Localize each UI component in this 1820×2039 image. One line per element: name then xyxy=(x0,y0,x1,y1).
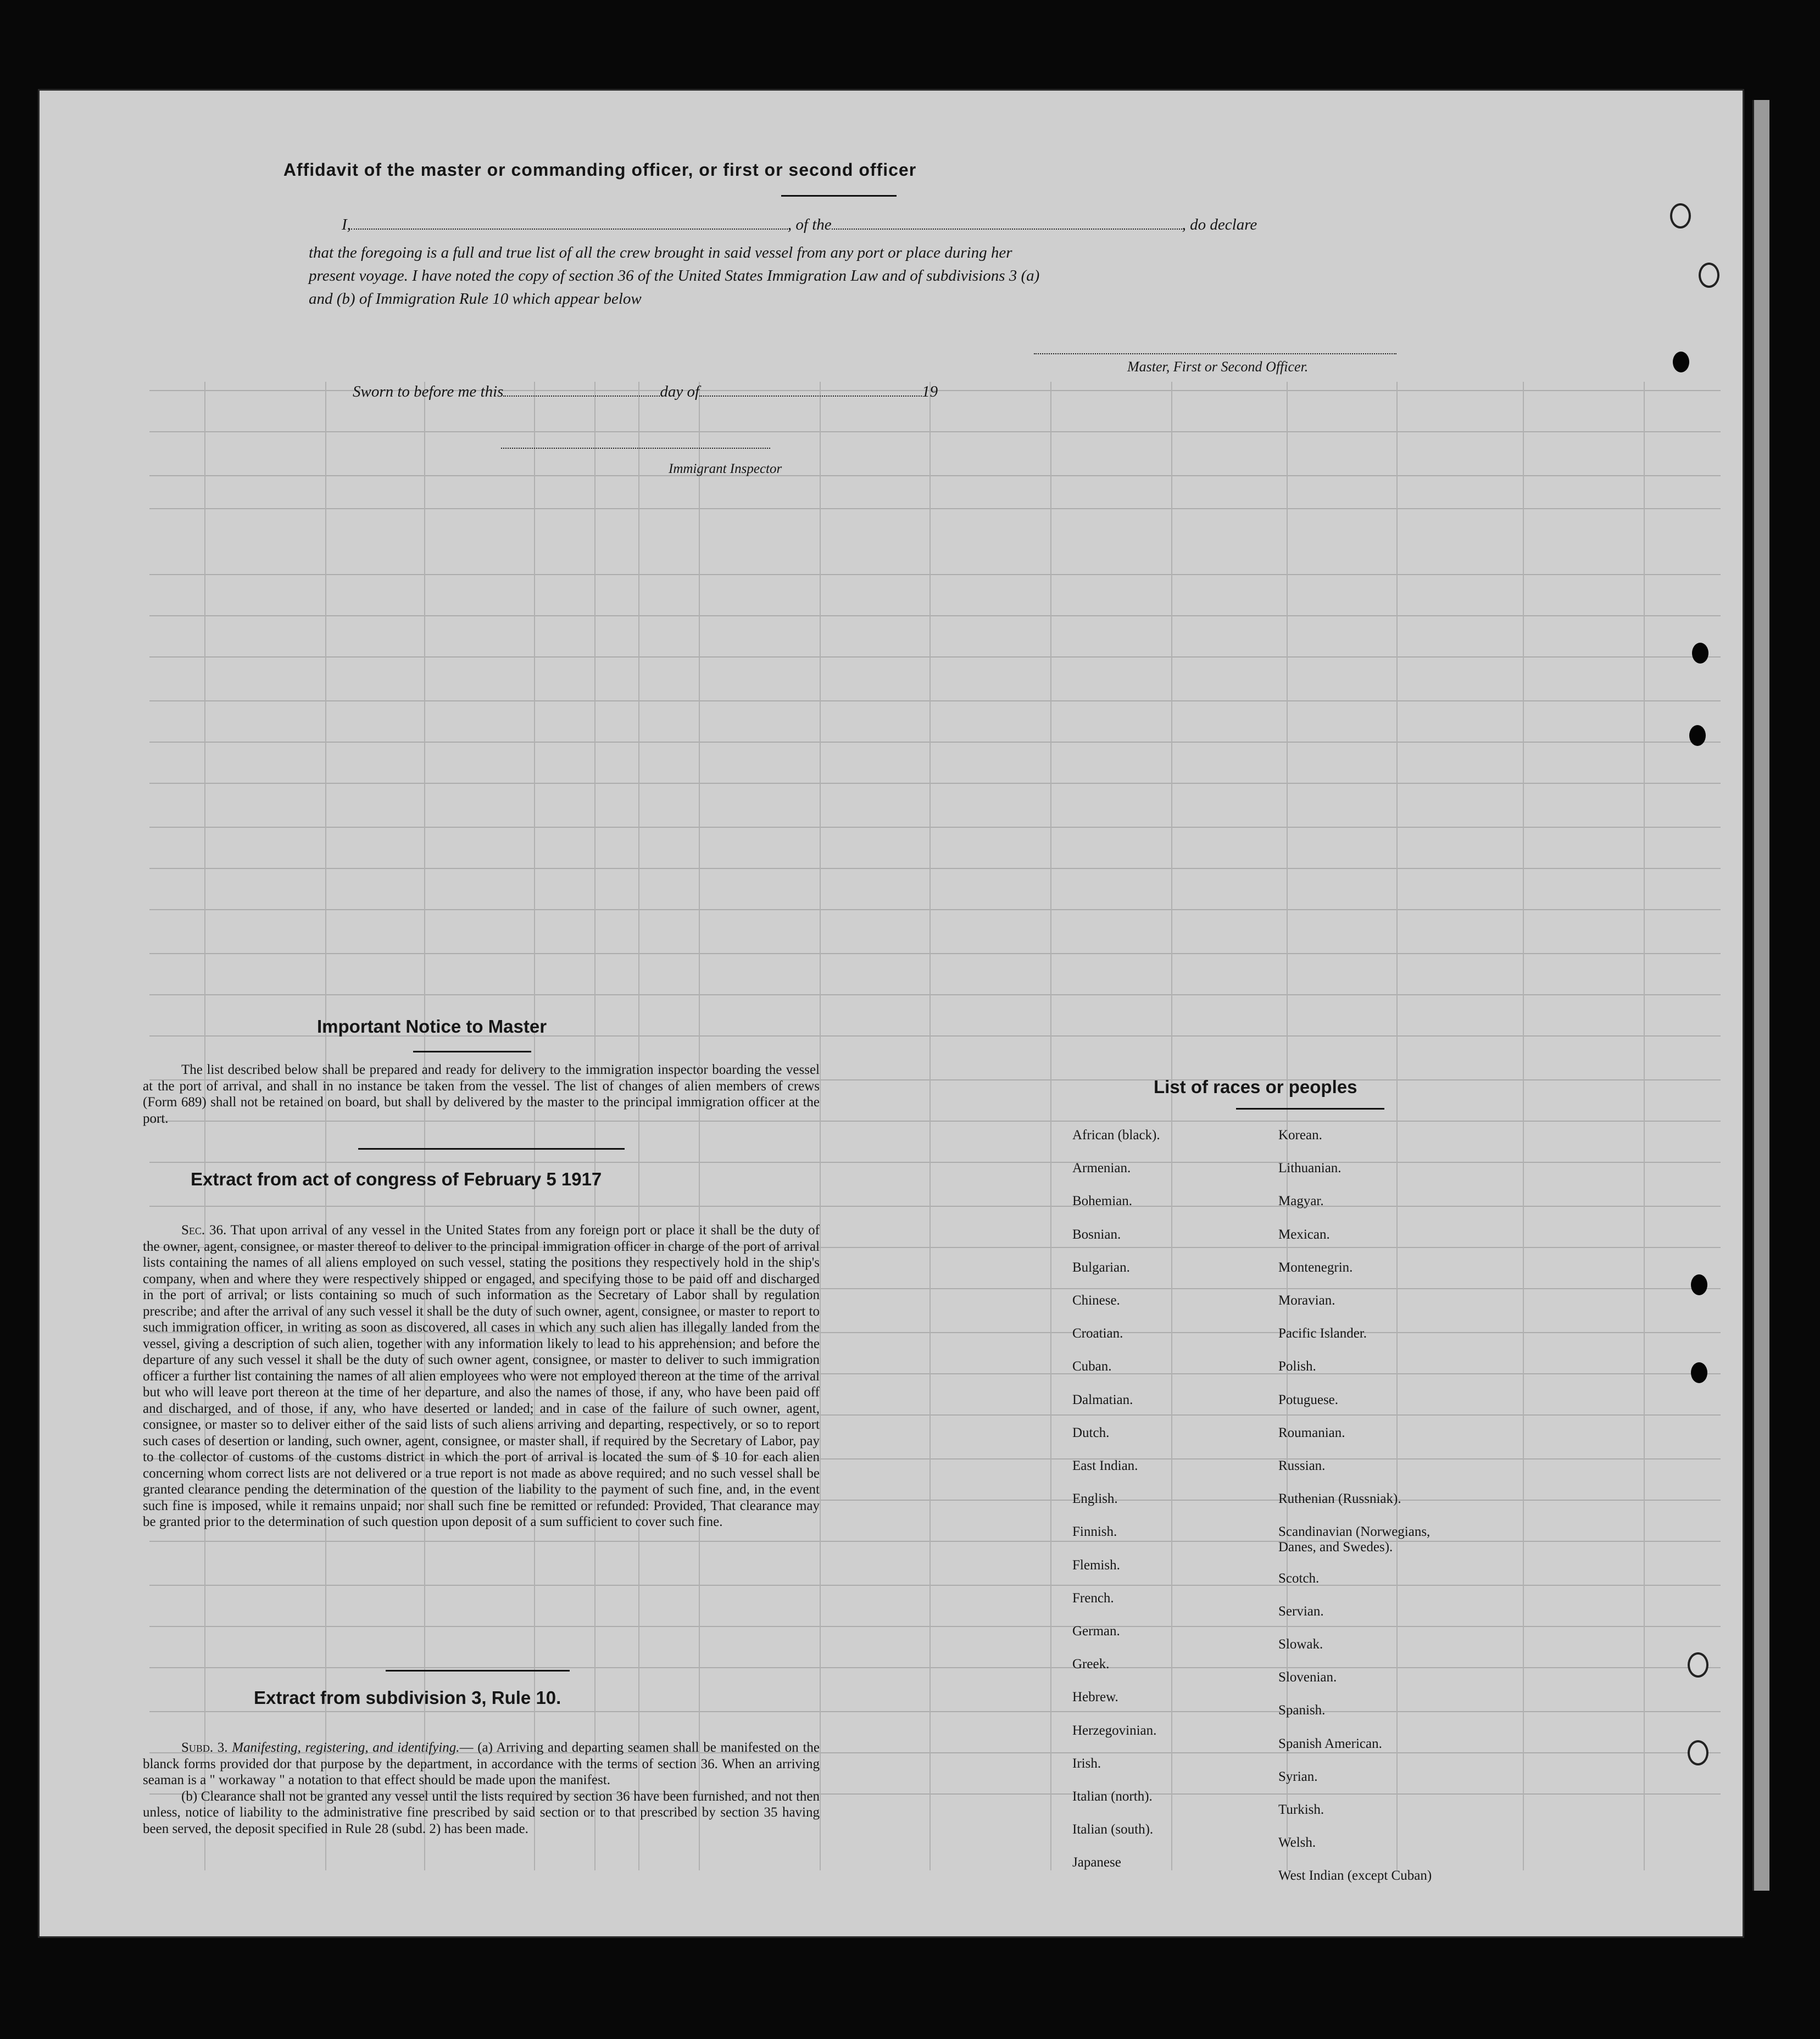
race-item: Finnish. xyxy=(1072,1524,1117,1540)
of-the-label: , of the xyxy=(787,216,832,233)
race-item: Slovenian. xyxy=(1278,1670,1337,1685)
race-item: Italian (south). xyxy=(1072,1822,1154,1837)
affidavit-declaration-line xyxy=(342,216,1257,234)
binder-hole xyxy=(1691,1274,1707,1295)
race-item: Japanese xyxy=(1072,1855,1121,1870)
binder-hole xyxy=(1673,352,1689,372)
act-extract-title: Extract from act of congress of February 5 1917 xyxy=(191,1169,602,1189)
signature-label: Master, First or Second Officer. xyxy=(1127,359,1309,375)
races-title: List of races or peoples xyxy=(1154,1077,1357,1097)
race-item: German. xyxy=(1072,1624,1120,1639)
affidavit-line-1: that the foregoing is a full and true list of all the crew brought in said vessel from any port or place during her xyxy=(309,244,1012,261)
binder-hole xyxy=(1688,1652,1708,1678)
notice-divider xyxy=(358,1148,625,1150)
race-item: Chinese. xyxy=(1072,1293,1120,1308)
inspector-label: Immigrant Inspector xyxy=(669,461,782,476)
race-item: Ruthenian (Russniak). xyxy=(1278,1491,1401,1507)
race-item: Pacific Islander. xyxy=(1278,1326,1367,1341)
race-item: Moravian. xyxy=(1278,1293,1335,1308)
rule-extract-title: Extract from subdivision 3, Rule 10. xyxy=(254,1687,561,1708)
race-item: Flemish. xyxy=(1072,1557,1120,1573)
i-label: I, xyxy=(342,216,351,233)
notice-text: The list described below shall be prepared and ready for delivery to the immigration inspector boarding the vessel at the port of arrival, and shall in no instance be taken from the vessel. The list of changes of alien members of crews (Form 689) shall not be retained on board, but shall by delivered by the master to the principal immigration officer at the port. xyxy=(143,1062,820,1126)
race-item: Scandinavian (Norwegians, Danes, and Swedes). xyxy=(1278,1524,1431,1555)
act-divider xyxy=(386,1670,570,1672)
form-sheet xyxy=(40,91,1743,1936)
race-item: Dutch. xyxy=(1072,1425,1110,1440)
race-item: Bulgarian. xyxy=(1072,1260,1130,1275)
race-item: Potuguese. xyxy=(1278,1392,1339,1407)
race-item: Welsh. xyxy=(1278,1835,1316,1851)
vessel-blank[interactable] xyxy=(832,229,1182,230)
race-item: Roumanian. xyxy=(1278,1425,1345,1440)
name-blank[interactable] xyxy=(351,229,788,230)
notice-title: Important Notice to Master xyxy=(317,1016,547,1037)
race-item: Montenegrin. xyxy=(1278,1260,1353,1275)
binder-hole xyxy=(1688,1740,1708,1765)
section-36-text xyxy=(143,1222,820,1530)
race-item: African (black). xyxy=(1072,1128,1160,1143)
race-item: Scotch. xyxy=(1278,1570,1320,1586)
subd-para-a: — (a) Arriving and departing seamen shall be manifested on the blanck forms provided dor that purpose by the department, in accordance with the terms of section 36. When an arriving seaman is a " workaway " a notation to that effect should be made upon the manifest. xyxy=(143,1740,820,1787)
section-body: That upon arrival of any vessel in the United States from any foreign port or place it shall be the duty of the owner, agent, consignee, or master thereof to deliver to the principal immigration officer in charge of the port of arrival lists containing the names of all aliens employed on such vessel, stating the positions they respectively hold in the ship's company, when and where they were respectively shipped or engaged, and specifying those to be paid off and discharged in the port of arrival; or lists containing so much of such information as the Secretary of Labor shall by regulation prescribe; and after the arrival of any such vessel it shall be the duty of such owner, agent, consignee, or master to report to such immigration officer, in writing as soon as discovered, all cases in which any such alien has illegally landed from the vessel, giving a description of such alien, together with any information likely to lead to his apprehension; and before the departure of any such vessel it shall be the duty of such owner agent, consignee, or master to deliver to such immigration officer a further list containing the names of all alien employees who were not employed thereon at the time of the arrival but who will leave port thereon at the time of her departure, and also the names of those, if any, who have been paid off and discharged, and of those, if any, who have deserted or landed; and in case of the failure of such owner, agent, consignee, or master so to deliver either of the said lists of such aliens arriving and departing, respectively, or so to report such cases of desertion or landing, such owner, agent, consignee, or master shall, if required by the Secretary of Labor, pay to the collector of customs of the customs district in which the port of arrival is located the sum of $ 10 for each alien concerning whom correct lists are not delivered or a true report is not made as above required; and no such vessel shall be granted clearance pending the determination of the question of the liability to the payment of such fine, and, in the event such fine is imposed, while it remains unpaid; nor shall such fine be remitted or refunded: Provided, That clearance may be granted prior to the determination of such question upon deposit of a sum sufficient to cover such fine. xyxy=(143,1223,820,1529)
subd-heading: Manifesting, registering, and identifying. xyxy=(232,1740,460,1755)
race-item: Syrian. xyxy=(1278,1769,1318,1784)
race-item: Herzegovinian. xyxy=(1072,1723,1157,1738)
race-item: Irish. xyxy=(1072,1756,1101,1771)
race-item: Bohemian. xyxy=(1072,1194,1133,1209)
affidavit-line-3: and (b) of Immigration Rule 10 which appear below xyxy=(309,290,642,308)
sheet-edge xyxy=(1752,100,1769,1891)
affidavit-body xyxy=(309,241,1402,310)
race-item: Armenian. xyxy=(1072,1161,1131,1176)
binder-hole xyxy=(1689,725,1706,746)
affidavit-line-2: present voyage. I have noted the copy of section 36 of the United States Immigration Law and of subdivisions 3 (a) xyxy=(309,267,1040,285)
sworn-line xyxy=(353,383,938,401)
sworn-label: Sworn to before me this xyxy=(353,383,504,400)
race-item: English. xyxy=(1072,1491,1118,1507)
year-label: 19 xyxy=(922,383,938,400)
race-item: Hebrew. xyxy=(1072,1690,1118,1705)
binder-hole xyxy=(1699,263,1719,288)
race-item: Polish. xyxy=(1278,1359,1316,1374)
race-item: Italian (north). xyxy=(1072,1789,1153,1804)
binder-hole xyxy=(1670,203,1691,229)
race-item: Slowak. xyxy=(1278,1637,1323,1652)
race-item: West Indian (except Cuban) xyxy=(1278,1868,1432,1884)
race-item: Dalmatian. xyxy=(1072,1392,1133,1407)
race-item: Mexican. xyxy=(1278,1227,1330,1242)
race-item: Korean. xyxy=(1278,1128,1322,1143)
binder-hole xyxy=(1691,1362,1707,1383)
day-of-label: day of xyxy=(660,383,700,400)
race-item: Servian. xyxy=(1278,1603,1324,1619)
binder-hole xyxy=(1692,643,1708,664)
race-item: Spanish. xyxy=(1278,1703,1326,1718)
day-blank[interactable] xyxy=(503,395,660,397)
subd-para-b: (b) Clearance shall not be granted any vessel until the lists required by section 36 have been furnished, and not then unless, notice of liability to the administrative fine prescribed by said section or to that prescribed by section 35 having been served, the deposit specified in Rule 28 (subd. 2) has been made. xyxy=(143,1789,820,1836)
affidavit-title: Affidavit of the master or commanding officer, or first or second officer xyxy=(283,160,917,180)
races-underline xyxy=(1236,1108,1384,1110)
race-item: East Indian. xyxy=(1072,1458,1138,1473)
race-item: Russian. xyxy=(1278,1458,1326,1473)
race-item: Croatian. xyxy=(1072,1326,1123,1341)
race-item: French. xyxy=(1072,1590,1114,1606)
subdivision-3-text xyxy=(143,1740,820,1837)
race-item: Magyar. xyxy=(1278,1194,1324,1209)
race-item: Turkish. xyxy=(1278,1802,1324,1817)
notice-underline xyxy=(413,1051,531,1052)
bleed-through-pattern xyxy=(40,91,1743,1936)
signature-line[interactable] xyxy=(1034,353,1396,354)
race-item: Lithuanian. xyxy=(1278,1161,1342,1176)
race-item: Greek. xyxy=(1072,1657,1110,1672)
month-blank[interactable] xyxy=(699,395,922,397)
subd-label: Subd. 3. xyxy=(181,1740,228,1755)
do-declare-label: , do declare xyxy=(1182,216,1257,233)
section-label: Sec. 36. xyxy=(181,1223,227,1238)
title-underline xyxy=(781,195,897,197)
inspector-signature-line[interactable] xyxy=(501,448,770,449)
race-item: Bosnian. xyxy=(1072,1227,1121,1242)
race-item: Cuban. xyxy=(1072,1359,1112,1374)
race-item: Spanish American. xyxy=(1278,1736,1382,1751)
